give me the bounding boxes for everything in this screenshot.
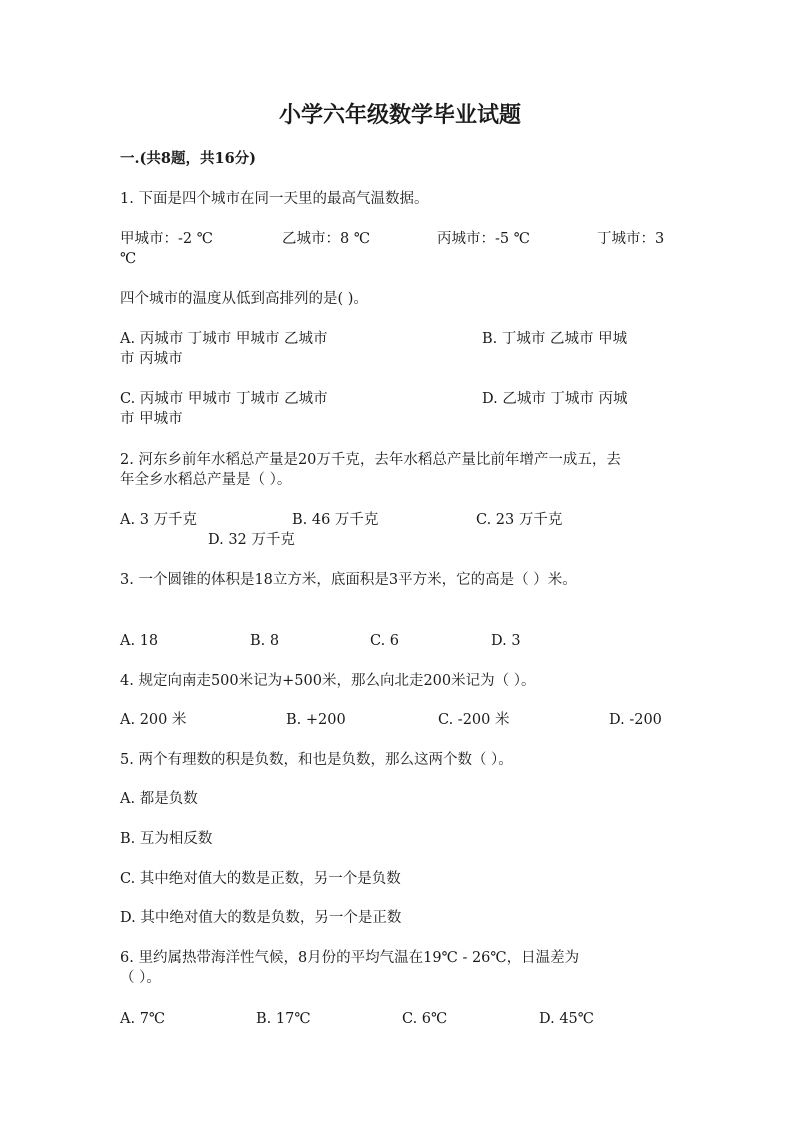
q1-data-1: 甲城市：-2 ℃ xyxy=(120,231,213,247)
q2-stem-line2: 年全乡水稻总产量是（ ）。 xyxy=(120,472,292,488)
q1-question: 四个城市的温度从低到高排列的是( )。 xyxy=(120,291,368,307)
q4-option-a[interactable]: A. 200 米 xyxy=(120,712,187,728)
q1-data-2: 乙城市：8 ℃ xyxy=(282,231,371,247)
q1-data-3: 丙城市：-5 ℃ xyxy=(437,231,530,247)
page-title: 小学六年级数学毕业试题 xyxy=(278,102,521,128)
q3-option-b[interactable]: B. 8 xyxy=(250,633,280,649)
q5-option-c[interactable]: C. 其中绝对值大的数是正数，另一个是负数 xyxy=(120,871,401,887)
q1-option-a[interactable]: A. 丙城市 丁城市 甲城市 乙城市 xyxy=(120,331,328,347)
q1-stem: 1. 下面是四个城市在同一天里的最高气温数据。 xyxy=(120,191,429,207)
q4-option-c[interactable]: C. -200 米 xyxy=(438,712,510,728)
q3-option-a[interactable]: A. 18 xyxy=(120,633,159,649)
q5-option-b[interactable]: B. 互为相反数 xyxy=(120,831,213,847)
q6-stem-line1: 6. 里约属热带海洋性气候，8月份的平均气温在19℃ - 26℃，日温差为 xyxy=(120,950,580,966)
q4-option-d[interactable]: D. -200 xyxy=(609,712,662,728)
q1-option-b[interactable]: B. 丁城市 乙城市 甲城 xyxy=(482,331,628,347)
q1-data-4: 丁城市：3 xyxy=(597,231,665,247)
q1-data-wrap: ℃ xyxy=(120,251,137,267)
q5-stem: 5. 两个有理数的积是负数，和也是负数，那么这两个数（ ）。 xyxy=(120,752,513,768)
q4-stem: 4. 规定向南走500米记为+500米，那么向北走200米记为（ ）。 xyxy=(120,673,536,689)
q2-stem-line1: 2. 河东乡前年水稻总产量是20万千克，去年水稻总产量比前年增产一成五，去 xyxy=(120,452,621,468)
q6-stem-line2: （ ）。 xyxy=(120,970,161,986)
q4-option-b[interactable]: B. +200 xyxy=(286,712,346,728)
q2-option-d[interactable]: D. 32 万千克 xyxy=(208,532,295,548)
q2-option-b[interactable]: B. 46 万千克 xyxy=(292,512,379,528)
q6-option-d[interactable]: D. 45℃ xyxy=(539,1011,594,1027)
q1-option-b-wrap: 市 丙城市 xyxy=(120,351,183,367)
q5-option-a[interactable]: A. 都是负数 xyxy=(120,791,198,807)
q3-option-d[interactable]: D. 3 xyxy=(491,633,521,649)
q3-option-c[interactable]: C. 6 xyxy=(370,633,400,649)
q2-option-a[interactable]: A. 3 万千克 xyxy=(120,512,198,528)
section-heading: 一.(共8题，共16分) xyxy=(120,150,257,167)
q6-option-a[interactable]: A. 7℃ xyxy=(120,1011,166,1027)
q1-option-c[interactable]: C. 丙城市 甲城市 丁城市 乙城市 xyxy=(120,391,328,407)
q1-option-d-wrap: 市 甲城市 xyxy=(120,411,183,427)
q3-stem: 3. 一个圆锥的体积是18立方米，底面积是3平方米，它的高是（ ）米。 xyxy=(120,572,577,588)
q5-option-d[interactable]: D. 其中绝对值大的数是负数，另一个是正数 xyxy=(120,910,402,926)
q6-option-c[interactable]: C. 6℃ xyxy=(402,1011,448,1027)
q6-option-b[interactable]: B. 17℃ xyxy=(256,1011,311,1027)
q1-option-d[interactable]: D. 乙城市 丁城市 丙城 xyxy=(482,391,628,407)
q2-option-c[interactable]: C. 23 万千克 xyxy=(476,512,563,528)
